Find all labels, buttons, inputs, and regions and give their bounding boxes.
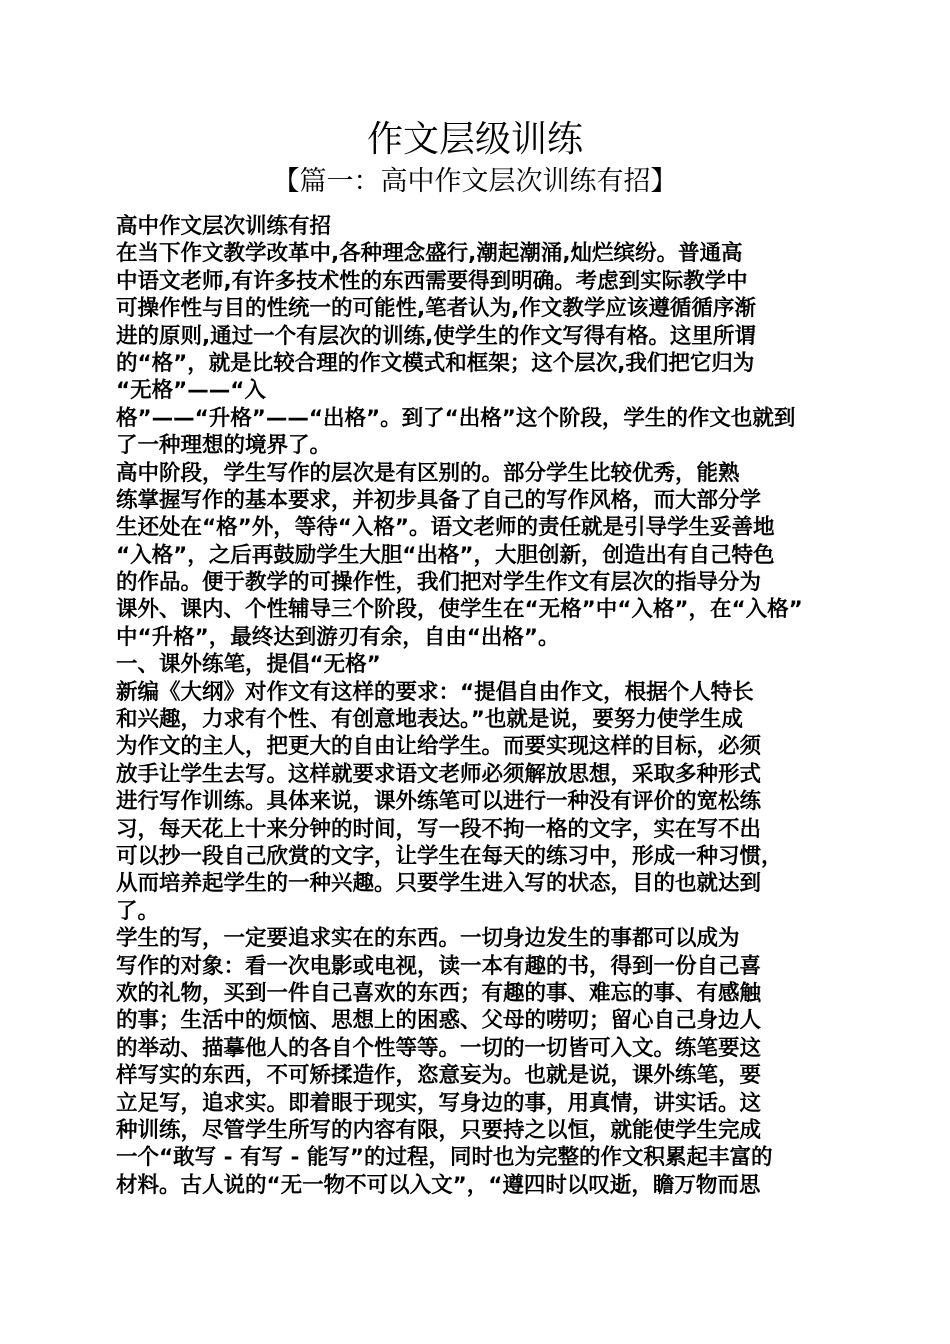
text-line: 一个“敢写 - 有写 - 能写”的过程，同时也为完整的作文积累起丰富的 [116,1145,773,1171]
text-line: 进的原则,通过一个有层次的训练,使学生的作文写得有格。这里所谓 [116,323,756,349]
text-line: 为作文的主人，把更大的自由让给学生。而要实现这样的目标，必须 [116,734,762,760]
text-line: 了。 [116,898,160,924]
text-line: 立足写，追求实。即着眼于现实，写身边的事，用真情，讲实话。这 [116,1090,762,1116]
text-line: 和兴趣，力求有个性、有创意地表达。”也就是说，要努力使学生成 [116,707,743,733]
page-subtitle: 【篇一：高中作文层次训练有招】 [272,166,678,197]
text-line: 练掌握写作的基本要求，并初步具备了自己的写作风格，而大部分学 [116,487,762,513]
text-line: 中“升格”，最终达到游刃有余，自由“出格”。 [116,624,560,650]
text-line: 欢的礼物，买到一件自己喜欢的东西；有趣的事、难忘的事、有感触 [116,980,762,1006]
text-line: “入格”，之后再鼓励学生大胆“出格”，大胆创新，创造出有自己特色 [116,542,775,568]
text-line: 生还处在“格”外，等待“入格”。语文老师的责任就是引导学生妥善地 [116,515,775,541]
text-line: 一、课外练笔，提倡“无格” [116,652,381,678]
text-line: 在当下作文教学改革中,各种理念盛行,潮起潮涌,灿烂缤纷。普通高 [116,241,743,267]
text-line: 中语文老师,有许多技术性的东西需要得到明确。考虑到实际教学中 [116,268,748,294]
text-line: 的举动、描摹他人的各自个性等等。一切的一切皆可入文。练笔要这 [116,1035,762,1061]
text-line: 种训练，尽管学生所写的内容有限，只要持之以恒，就能使学生完成 [116,1117,762,1143]
text-line: 高中阶段，学生写作的层次是有区别的。部分学生比较优秀，能熟 [116,460,740,486]
text-line: 样写实的东西，不可矫揉造作，恣意妄为。也就是说，课外练笔，要 [116,1063,762,1089]
text-line: “无格”——“入 [116,378,266,404]
text-line: 了一种理想的境界了。 [116,433,332,459]
page-title: 作文层级训练 [366,119,583,160]
text-line: 可以抄一段自己欣赏的文字，让学生在每天的练习中，形成一种习惯， [116,843,783,869]
text-line: 的作品。便于教学的可操作性，我们把对学生作文有层次的指导分为 [116,570,762,596]
text-line: 学生的写，一定要追求实在的东西。一切身边发生的事都可以成为 [116,926,740,952]
text-line: 放手让学生去写。这样就要求语文老师必须解放思想，采取多种形式 [116,761,762,787]
text-line: 可操作性与目的性统一的可能性,笔者认为,作文教学应该遵循循序渐 [116,296,756,322]
text-line: 高中作文层次训练有招 [116,214,332,239]
text-line: 的“格”，就是比较合理的作文模式和框架；这个层次,我们把它归为 [116,350,755,376]
text-line: 写作的对象：看一次电影或电视，读一本有趣的书，得到一份自己喜 [116,953,762,979]
text-line: 从而培养起学生的一种兴趣。只要学生进入写的状态，目的也就达到 [116,871,762,897]
text-line: 材料。古人说的“无一物不可以入文”，“遵四时以叹逝，瞻万物而思 [116,1172,761,1198]
text-line: 的事；生活中的烦恼、思想上的困惑、父母的唠叨；留心自己身边人 [116,1008,762,1034]
document-body [116,213,844,1199]
text-line: 课外、课内、个性辅导三个阶段，使学生在“无格”中“入格”，在“入格” [116,597,803,623]
text-line: 进行写作训练。具体来说，课外练笔可以进行一种没有评价的宽松练 [116,789,762,815]
text-line: 习，每天花上十来分钟的时间，写一段不拘一格的文字，实在写不出 [116,816,762,842]
text-line: 新编《大纲》对作文有这样的要求：“提倡自由作文，根据个人特长 [116,679,754,705]
text-line: 格”——“升格”——“出格”。到了“出格”这个阶段，学生的作文也就到 [116,405,796,431]
